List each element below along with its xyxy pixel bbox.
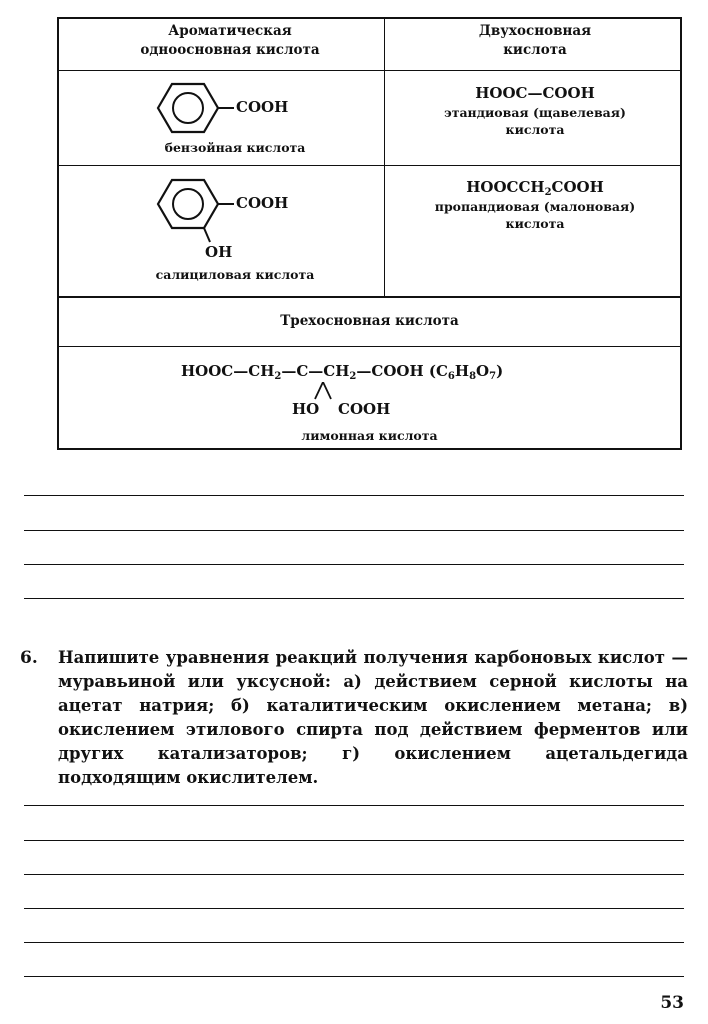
tribasic-header: Трехосновная кислота <box>280 313 459 329</box>
answer-line[interactable] <box>24 840 684 841</box>
task-number: 6. <box>20 648 38 668</box>
task-text: Напишите уравнения реакций получения карбоновых кислот — муравьиной или уксусной: а) действием серной кислоты на ацетат натрия; б) каталитическим окислением метана; в) окислением этилового спирта под действием ферментов или других катализаторов; г) окислением ацетальдегида подходящим окислителем. <box>58 648 688 787</box>
table-divider <box>59 296 680 298</box>
column-header-dibasic: Двухосновная кислота <box>478 23 592 58</box>
answer-line[interactable] <box>24 564 684 565</box>
citric-bonds <box>308 382 338 402</box>
answer-line[interactable] <box>24 942 684 943</box>
oxalic-formula: HOOC—COOH <box>475 84 595 102</box>
answer-line[interactable] <box>24 598 684 599</box>
citric-acid-name: лимонная кислота <box>301 428 438 443</box>
citric-acid-chain: $HOOC—CH_2—C—CH_2—COOH$ $(C_6H_8O_7)$ <box>181 362 504 382</box>
malonic-acid-name: пропандиовая (малоновая) кислота <box>434 199 636 231</box>
column-header-aromatic: Ароматическая одноосновная кислота <box>140 23 320 58</box>
malonic-formula: $HOOCCH_2COOH$ <box>466 178 604 198</box>
benzene-ring-icon <box>146 78 236 142</box>
answer-line[interactable] <box>24 805 684 806</box>
citric-ho: HO <box>292 400 320 418</box>
benzoic-acid-name: бензойная кислота <box>164 140 306 155</box>
table-divider <box>59 70 680 71</box>
salicylic-acid-name: салициловая кислота <box>155 267 315 282</box>
answer-line[interactable] <box>24 874 684 875</box>
answer-line[interactable] <box>24 976 684 977</box>
benzene-ring-icon <box>146 174 246 254</box>
answer-line[interactable] <box>24 530 684 531</box>
salicylic-oh: OH <box>205 243 233 261</box>
page-number: 53 <box>660 993 684 1013</box>
answer-line[interactable] <box>24 908 684 909</box>
benzoic-cooh: COOH <box>236 98 289 116</box>
oxalic-acid-name: этандиовая (щавелевая) кислота <box>444 105 626 137</box>
answer-line[interactable] <box>24 495 684 496</box>
table-divider <box>59 346 680 347</box>
citric-cooh: COOH <box>338 400 391 418</box>
table-divider <box>59 165 680 166</box>
salicylic-cooh: COOH <box>236 194 289 212</box>
table-divider-vertical <box>384 19 385 297</box>
